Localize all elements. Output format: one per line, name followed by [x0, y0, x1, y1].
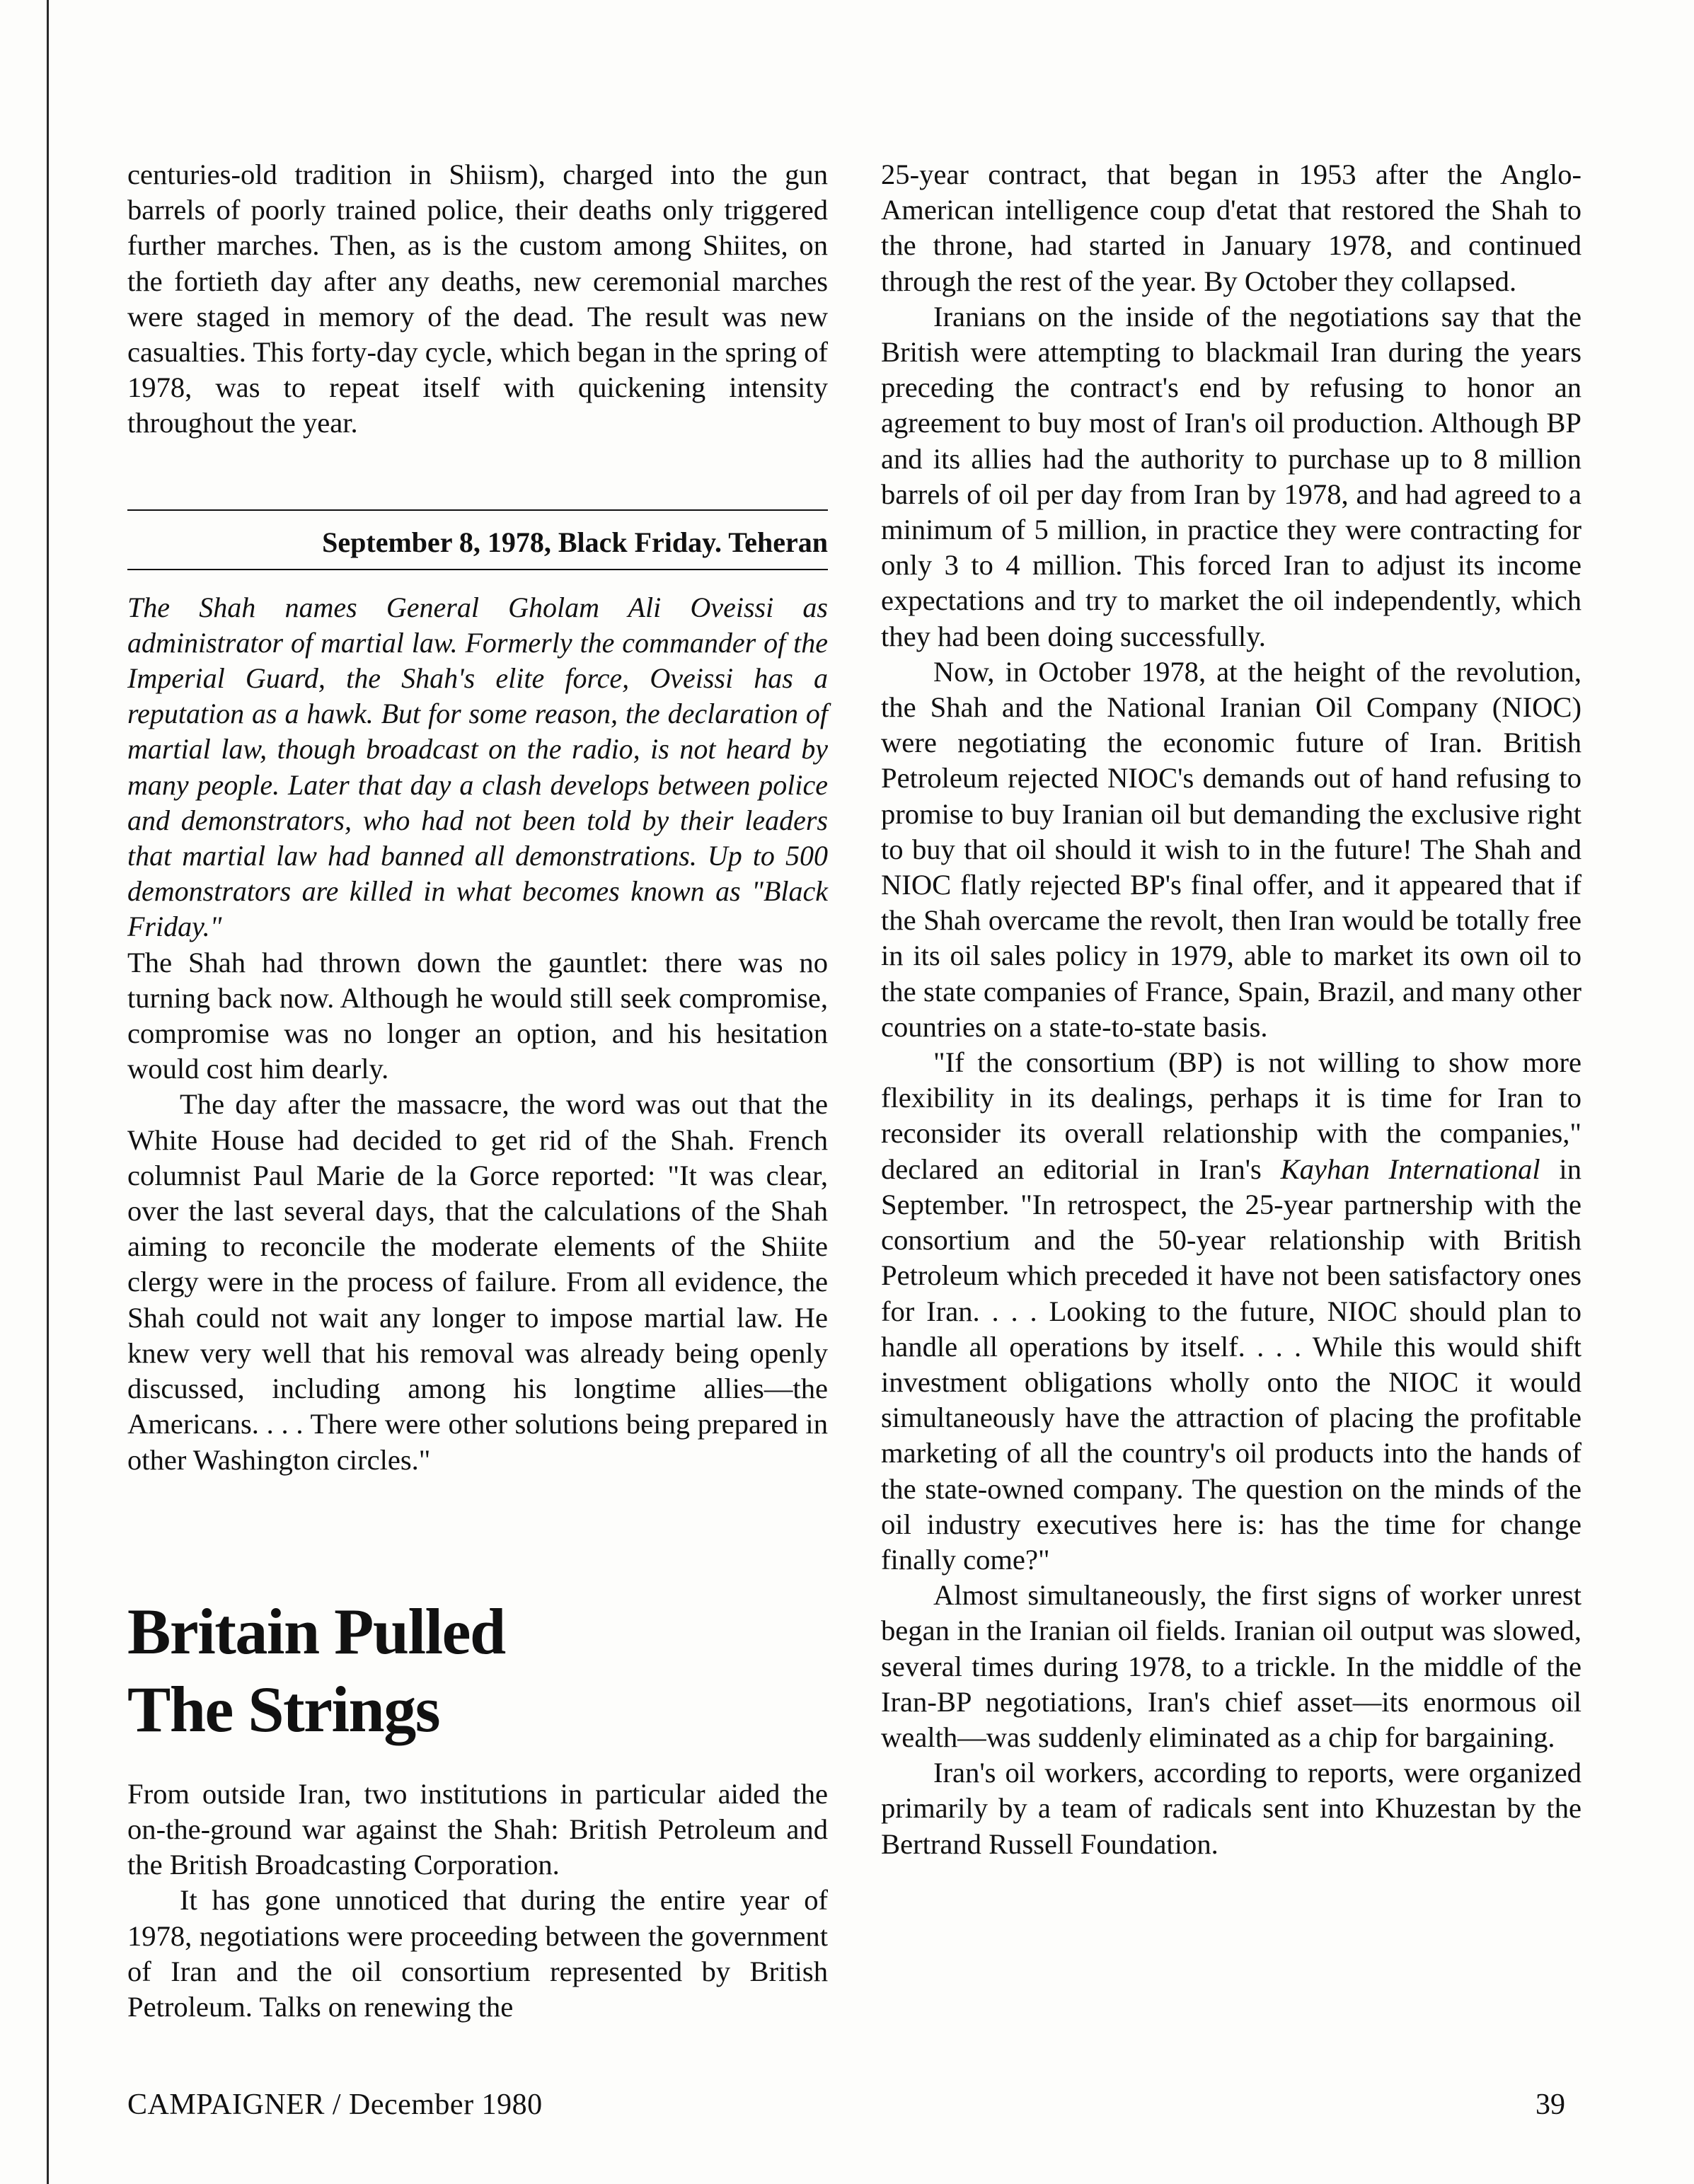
editorial-quote-part-1: "If the consortium (BP) is not willing to show more flexibility in its dealings, perhaps it is time for Iran to reconsider its overall relationship with the companies," declared an editorial in Iran's [881, 1046, 1581, 1185]
right-paragraph-5: Almost simultaneously, the first signs of worker unrest began in the Iranian oil fields. Iranian oil output was slowed, several times during 1978, to a trickle. In the middle of the Iran-BP negotiations, Iran's chief asset—its enormous oil wealth—was suddenly eliminated as a chip for bargaining. [881, 1579, 1581, 1753]
left-paragraph-4: From outside Iran, two institutions in particular aided the on-the-ground war against the Shah: British Petroleum and the British Broadcasting Corporation. [127, 1777, 828, 1881]
publication-title-kayhan: Kayhan International [1280, 1152, 1540, 1185]
right-paragraph-1: 25-year contract, that began in 1953 after the Anglo-American intelligence coup d'etat that restored the Shah to the throne, had started in January 1978, and continued through the rest of the year. By October they collapsed. [881, 158, 1581, 297]
left-paragraph-5: It has gone unnoticed that during the entire year of 1978, negotiations were proceeding between the government of Iran and the oil consortium represented by British Petroleum. Talks on renewing the [127, 1884, 828, 2023]
article-headline [127, 1593, 828, 1748]
left-paragraph-3: The day after the massacre, the word was out that the White House had decided to get rid of the Shah. French columnist Paul Marie de la Gorce reported: "It was clear, over the last several days, that the calculations of the Shah aiming to reconcile the moderate elements of the Shiite clergy were in the process of failure. From all evidence, the Shah could not wait any longer to impose martial law. He knew very well that his removal was already being openly discussed, including among his longtime allies—the Americans. . . . There were other solutions being prepared in other Washington circles." [127, 1088, 828, 1476]
page-number: 39 [1535, 2088, 1565, 2121]
right-paragraph-6: Iran's oil workers, according to reports, were organized primarily by a team of radicals sent into Khuzestan by the Bertrand Russell Foundation. [881, 1757, 1581, 1860]
left-paragraph-2: The Shah had thrown down the gauntlet: there was no turning back now. Although he would still seek compromise, compromise was no longer an option, and his hesitation would cost him dearly. [127, 946, 828, 1085]
right-column [881, 157, 1581, 1862]
footer-publication: CAMPAIGNER / December 1980 [127, 2088, 543, 2121]
right-paragraph-3: Now, in October 1978, at the height of the revolution, the Shah and the National Iranian Oil Company (NIOC) were negotiating the economic future of Iran. British Petroleum rejected NIOC's demands out of hand refusing to promise to buy Iranian oil but demanding the exclusive right to buy that oil should it wish to in the future! The Shah and NIOC flatly rejected BP's final offer, and it appeared that if the Shah overcame the revolt, then Iran would be totally free in its oil sales policy in 1979, able to market its own oil to the state companies of France, Spain, Brazil, and many other countries on a state-to-state basis. [881, 655, 1581, 1043]
section-heading-black-friday: September 8, 1978, Black Friday. Teheran [127, 509, 828, 570]
editorial-quote-part-2: in September. "In retrospect, the 25-year partnership with the consortium and the 50-year relationship with British Petroleum which preceded it have not been satisfactory ones for Iran. . . . Looking to the future, NIOC should plan to handle all operations by itself. . . . While this would shift investment obligations wholly onto the NIOC it would simultaneously have the attraction of placing the profitable marketing of all the country's oil products into the hands of the state-owned company. The question on the minds of the oil industry executives here is: has the time for change finally come?" [881, 1152, 1581, 1576]
right-paragraph-2: Iranians on the inside of the negotiations say that the British were attempting to blackmail Iran during the years preceding the contract's end by refusing to honor an agreement to buy most of Iran's oil production. Although BP and its allies had the authority to purchase up to 8 million barrels of oil per day from Iran by 1978, and had agreed to a minimum of 5 million, in practice they were contracting for only 3 to 4 million. This forced Iran to adjust its income expectations and try to market the oil independently, which they had been doing successfully. [881, 300, 1581, 652]
left-paragraph-1: centuries-old tradition in Shiism), charged into the gun barrels of poorly trained police, their deaths only triggered further marches. Then, as is the custom among Shiites, on the fortieth day after any deaths, new ceremonial marches were staged in memory of the dead. The result was new casualties. This forty-day cycle, which began in the spring of 1978, was to repeat itself with quickening intensity throughout the year. [127, 158, 828, 439]
headline-line-2: The Strings [127, 1672, 440, 1745]
headline-line-1: Britain Pulled [127, 1595, 505, 1668]
left-column [127, 157, 828, 2025]
scan-edge-line [47, 0, 49, 2184]
chronology-entry: The Shah names General Gholam Ali Oveissi as administrator of martial law. Formerly the commander of the Imperial Guard, the Shah's elite force, Oveissi has a reputation as a hawk. But for some reason, the declaration of martial law, though broadcast on the radio, is not heard by many people. Later that day a clash develops between police and demonstrators, who had not been told by their leaders that martial law had banned all demonstrations. Up to 500 demonstrators are killed in what becomes known as "Black Friday." [127, 591, 828, 943]
right-paragraph-4 [881, 1045, 1581, 1578]
